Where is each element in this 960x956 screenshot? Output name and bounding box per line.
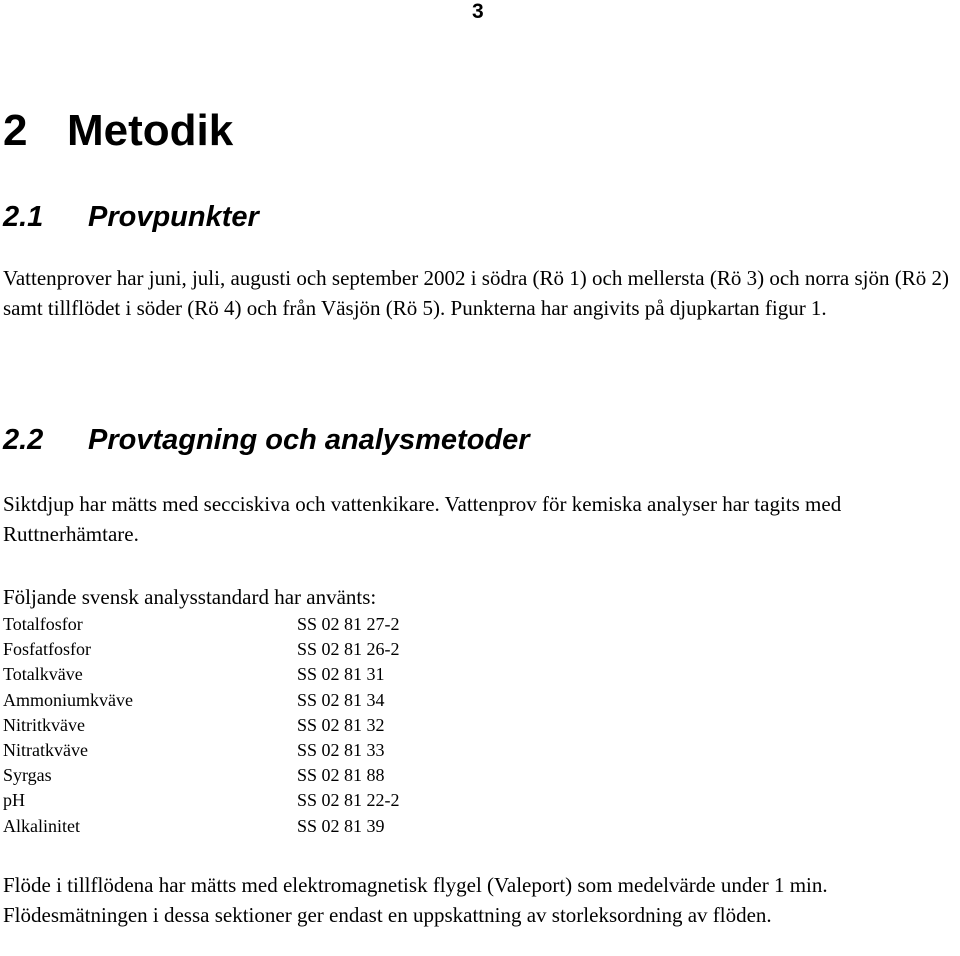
table-row	[3, 814, 400, 839]
standard-cell: SS 02 81 32	[297, 714, 385, 735]
parameter-cell: Fosfatfosfor	[3, 639, 91, 660]
parameter-cell: Nitritkväve	[3, 714, 85, 735]
table-row	[3, 688, 400, 713]
standard-cell: SS 02 81 39	[297, 815, 385, 836]
standard-cell: SS 02 81 31	[297, 664, 385, 685]
section-title: Metodik	[67, 106, 234, 155]
subsection-title: Provpunkter	[88, 201, 259, 233]
standards-table	[3, 612, 400, 839]
parameter-cell: Syrgas	[3, 765, 52, 786]
standard-cell: SS 02 81 27-2	[297, 614, 400, 635]
subsection-heading-analysmetoder	[3, 424, 530, 457]
parameter-cell: Nitratkväve	[3, 740, 88, 761]
provpunkter-paragraph: Vattenprover har juni, juli, augusti och september 2002 i södra (Rö 1) och mellersta (Rö 3) och norra sjön (Rö 2) samt tillflödet i söder (Rö 4) och från Väsjön (Rö 5). Punkterna har angivits på djupkartan figur 1.	[3, 266, 949, 320]
parameter-cell: Alkalinitet	[3, 815, 80, 836]
section-number: 2	[3, 106, 28, 155]
table-row	[3, 763, 400, 788]
standard-cell: SS 02 81 26-2	[297, 639, 400, 660]
subsection-heading-provpunkter	[3, 201, 259, 234]
parameter-cell: Ammoniumkväve	[3, 689, 133, 710]
table-row	[3, 662, 400, 687]
standard-cell: SS 02 81 34	[297, 689, 385, 710]
table-row	[3, 788, 400, 813]
subsection-number: 2.1	[3, 201, 44, 233]
page-number: 3	[472, 0, 484, 23]
section-heading	[3, 106, 233, 156]
sampling-paragraph: Siktdjup har mätts med secciskiva och vattenkikare. Vattenprov för kemiska analyser har tagits med Ruttnerhämtare.	[3, 492, 842, 546]
parameter-cell: Totalkväve	[3, 664, 83, 685]
subsection-number: 2.2	[3, 424, 44, 456]
parameter-cell: Totalfosfor	[3, 614, 83, 635]
table-row	[3, 637, 400, 662]
standard-cell: SS 02 81 22-2	[297, 790, 400, 811]
standard-cell: SS 02 81 88	[297, 765, 385, 786]
parameter-cell: pH	[3, 790, 25, 811]
standard-cell: SS 02 81 33	[297, 740, 385, 761]
table-row	[3, 713, 400, 738]
table-row	[3, 612, 400, 637]
flow-paragraph: Flöde i tillflödena har mätts med elektromagnetisk flygel (Valeport) som medelvärde under 1 min. Flödesmätningen i dessa sektioner ger endast en uppskattning av storleksordning av flöden.	[3, 873, 828, 927]
standards-intro: Följande svensk analysstandard har använts:	[3, 585, 377, 609]
table-row	[3, 738, 400, 763]
subsection-title: Provtagning och analysmetoder	[88, 424, 530, 456]
